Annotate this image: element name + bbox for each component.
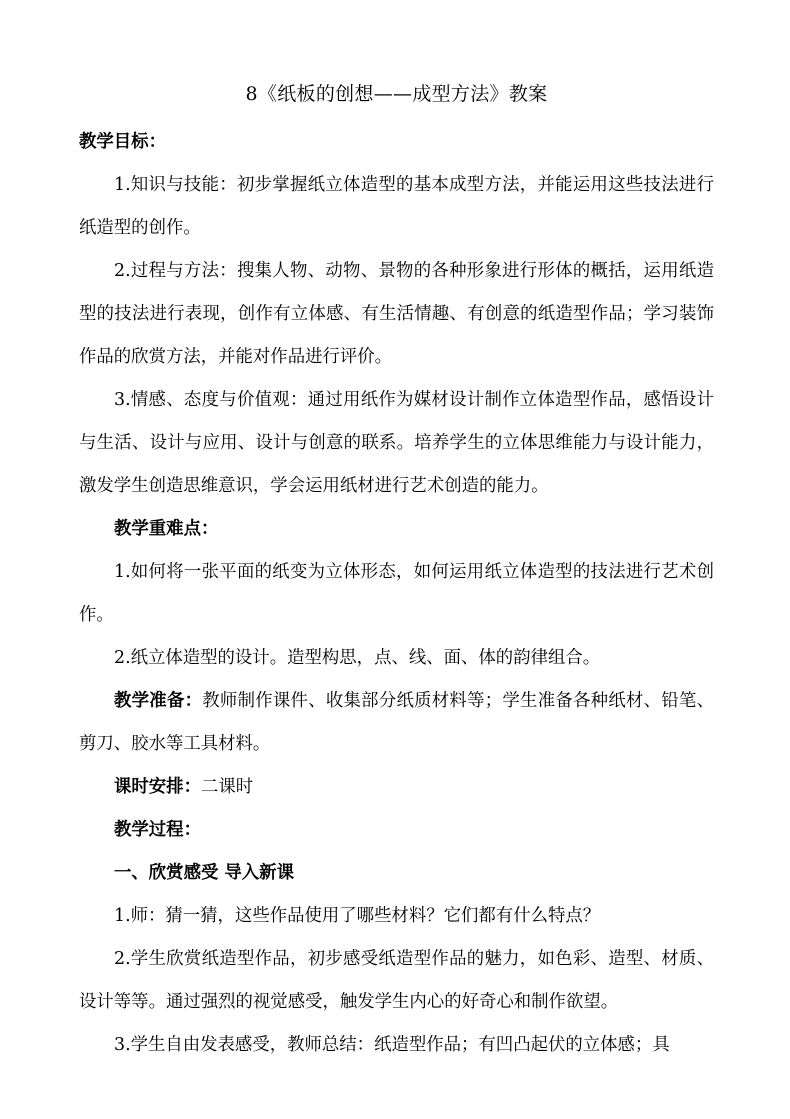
schedule-paragraph (79, 766, 714, 809)
preparation-text: 教师制作课件、收集部分纸质材料等；学生准备各种纸材、铅笔、剪刀、胶水等工具材料。 (79, 691, 714, 754)
goal-attitude: 3.情感、态度与价值观：通过用纸作为媒材设计制作立体造型作品，感悟设计与生活、设计与应用、设计与创意的联系。培养学生的立体思维能力与设计能力，激发学生创造思维意识，学会运用纸材进行艺术创造的能力。 (79, 390, 714, 496)
section-1-heading: 一、欣赏感受 导入新课 (114, 863, 294, 883)
key-point-2: 2.纸立体造型的设计。造型构思，点、线、面、体的韵律组合。 (114, 648, 601, 668)
process-step-3: 3.学生自由发表感受，教师总结：纸造型作品；有凹凸起伏的立体感；具 (114, 1035, 670, 1055)
key-point-1: 1.如何将一张平面的纸变为立体形态，如何运用纸立体造型的技法进行艺术创作。 (79, 562, 714, 625)
process-step-1: 1.师：猜一猜，这些作品使用了哪些材料？它们都有什么特点？ (114, 906, 601, 926)
goals-heading: 教学目标： (79, 132, 166, 152)
goal-knowledge: 1.知识与技能：初步掌握纸立体造型的基本成型方法，并能运用这些技法进行纸造型的创作。 (79, 175, 714, 238)
schedule-label: 课时安排： (114, 777, 201, 797)
key-points-heading: 教学重难点： (114, 519, 219, 539)
schedule-text: 二课时 (200, 777, 254, 797)
document-page (79, 80, 714, 1067)
preparation-label: 教学准备： (114, 691, 203, 711)
process-step-2: 2.学生欣赏纸造型作品，初步感受纸造型作品的魅力，如色彩、造型、材质、设计等等。通过强烈的视觉感受，触发学生内心的好奇心和制作欲望。 (79, 949, 714, 1012)
preparation-paragraph (79, 680, 714, 766)
process-heading: 教学过程： (114, 820, 201, 840)
document-title: 8《纸板的创想——成型方法》教案 (245, 83, 548, 105)
goal-process: 2.过程与方法：搜集人物、动物、景物的各种形象进行形体的概括，运用纸造型的技法进行表现，创作有立体感、有生活情趣、有创意的纸造型作品；学习装饰作品的欣赏方法，并能对作品进行评价。 (79, 261, 714, 367)
